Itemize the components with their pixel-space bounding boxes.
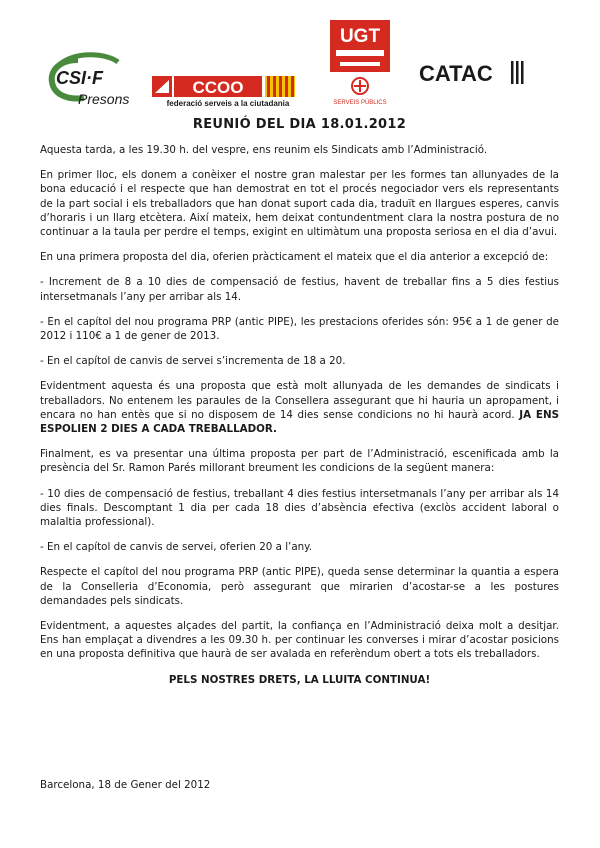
paragraph-intro: Aquesta tarda, a les 19.30 h. del vespre, ens reunim els Sindicats amb l’Administració. xyxy=(40,144,488,156)
list-item-compensacio: - 10 dies de compensació de festius, treballant 4 dies festius intersetmanals l’any per arribar als 14 dies finals. Descomptant 1 dia per cada 18 dies d’absència efectiva (exclòs accident laboral o malaltia professional). xyxy=(40,487,559,529)
paragraph-primera-proposta: En una primera proposta del dia, oferien pràcticament el mateix que el dia anterior a excepció de: xyxy=(40,251,549,264)
list-item-canvis-servei-final: - En el capítol de canvis de servei, oferien 20 a l’any. xyxy=(40,541,313,554)
document-date: Barcelona, 18 de Gener del 2012 xyxy=(40,779,211,791)
csif-logo xyxy=(48,52,132,108)
ugt-logo-text: UGT xyxy=(339,26,381,47)
paragraph-finalment: Finalment, es va presentar una última proposta per part de l’Administració, escenificada amb la presència del Sr. Ramon Parés millorant breument les condicions de la següent manera: xyxy=(40,448,559,475)
document-title: REUNIÓ DEL DIA 18.01.2012 xyxy=(192,117,407,132)
ugt-logo xyxy=(330,20,390,106)
ugt-logo-subtext: SERVEIS PÚBLICS xyxy=(333,100,387,106)
ccoo-logo xyxy=(152,76,304,108)
list-item-festius: - Increment de 8 a 10 dies de compensació de festius, havent de treballar fins a 5 dies festius intersetmanals l’any per arribar als 14. xyxy=(40,276,559,303)
document-body xyxy=(40,117,559,698)
ccoo-logo-text: CCOO xyxy=(192,78,244,97)
paragraph-confianca: Evidentment, a aquestes alçades del partit, la confiança en l’Administració deixa molt a desitjar. Ens han emplaçat a divendres a les 09.30 h. per continuar les converses i mirar d’acostar posicions en una proposta definitiva que haurà de ser avalada en referèndum obert a tots els treballadors. xyxy=(40,620,559,661)
csif-logo-text: CSI·F xyxy=(56,68,103,88)
ccoo-logo-subtext: federació serveis a la ciutadania xyxy=(166,99,290,108)
csif-logo-subtext: Presons xyxy=(78,91,130,107)
catac-logo xyxy=(419,58,525,88)
paragraph-evidentment xyxy=(40,379,559,436)
paragraph-evidentment-text: Evidentment aquesta és una proposta que està molt allunyada de les demandes de sindicats i treballadors. No entenem les paraules de la Consellera assegurant que hi hauria un apropament, i encara no han entès que si no disposem de 14 dies sense condicions no hi haurà acord. xyxy=(40,380,559,421)
paragraph-respecte-prp: Respecte el capítol del nou programa PRP (antic PIPE), queda sense determinar la quantia a espera de la Conselleria d’Economia, però assegurant que mirarien d’acostar-se a les postures demandades pels sindicats. xyxy=(40,566,559,607)
catac-logo-text: CATAC xyxy=(419,61,493,86)
logo-bar xyxy=(0,18,600,108)
list-item-canvis-servei: - En el capítol de canvis de servei s’incrementa de 18 a 20. xyxy=(40,355,346,368)
paragraph-malestar: En primer lloc, els donem a conèixer el nostre gran malestar per les formes tan allunyades de la bona educació i el respecte que han demostrat en tot el procés negociador vers els representants de la part social i els treballadors que han donat suport cada dia, traduït en llargues esperes, canvis d’horaris i un llarg etcètera. Així mateix, hem deixat contundentment clara la nostra postura de no continuar a la taula per perdre el temps, exigint en ultimàtum una proposta seriosa en el dia d’avui. xyxy=(40,169,559,239)
paragraph-evidentment-shout: JA ENS ESPOLIEN 2 DIES A CADA TREBALLADOR. xyxy=(40,408,560,436)
list-item-prp: - En el capítol del nou programa PRP (antic PIPE), les prestacions oferides són: 95€ a 1 de gener de 2012 i 110€ a 1 de gener de 2013. xyxy=(40,315,559,343)
closing-slogan: PELS NOSTRES DRETS, LA LLUITA CONTINUA! xyxy=(168,673,431,686)
